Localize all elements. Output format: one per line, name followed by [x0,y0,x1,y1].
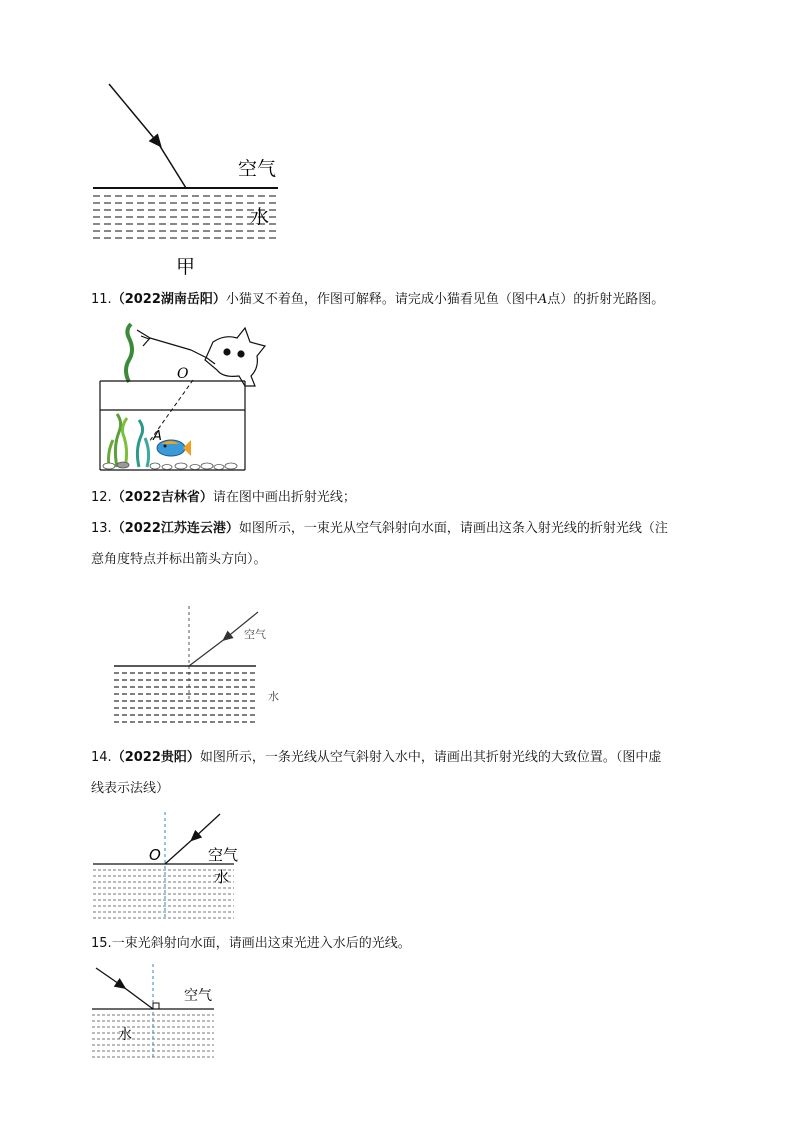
question-13-line2: 意角度特点并标出箭头方向）。 [91,552,267,567]
label-water: 水 [214,868,230,886]
figure-q14 [90,808,250,924]
question-15: 15.一束光斜射向水面，请画出这束光进入水后的光线。 [91,936,411,951]
pebbles [103,462,237,470]
water-plants [109,414,149,467]
incident-ray [109,84,158,143]
label-O: O [149,846,161,864]
fish [157,440,191,456]
seaweed [126,324,132,382]
label-O: O [177,366,189,382]
question-11: 11.（2022湖南岳阳）小猫叉不着鱼，作图可解释。请完成小猫看见鱼（图中A点）的折射光路图。 [91,292,665,307]
question-13: 13.（2022江苏连云港）如图所示，一束光从空气斜射向水面，请画出这条入射光线的折射光线（注 [91,521,668,536]
label-air: 空气 [208,846,239,864]
label-A: A [153,429,162,444]
label-water: 水 [268,690,279,703]
water-hatching [114,673,256,722]
fork [150,338,191,350]
question-12: 12.（2022吉林省）请在图中画出折射光线； [91,490,356,505]
figure-q15 [88,962,223,1062]
right-angle-mark [153,1003,159,1009]
figure-cat-fish [95,322,270,477]
cat [191,328,265,386]
label-air: 空气 [184,988,212,1004]
label-water: 水 [250,206,270,228]
incident-ray [194,814,220,838]
incident-ray [96,968,122,986]
figure-jia [90,80,290,280]
question-14: 14.（2022贵阳）如图所示，一条光线从空气斜射入水中，请画出其折射光线的大致位置。（图中虚 [91,750,662,765]
figure-caption: 甲 [176,256,196,278]
water-hatching [93,870,234,918]
label-air: 空气 [244,628,266,641]
label-water: 水 [118,1027,132,1043]
question-14-line2: 线表示法线） [91,781,170,796]
label-air: 空气 [238,158,277,180]
figure-q13 [108,600,298,730]
